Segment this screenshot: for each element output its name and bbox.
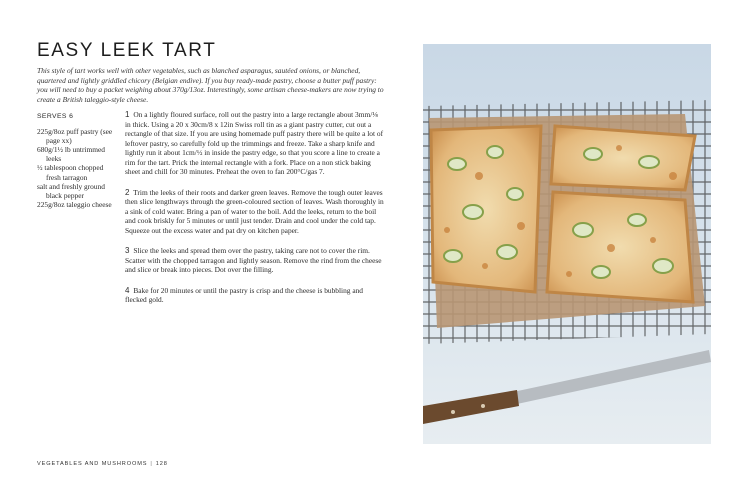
step-number: 4 <box>125 285 130 295</box>
ingredient-item: ½ tablespoon chopped fresh tarragon <box>37 163 104 182</box>
serves-label: SERVES 6 <box>37 113 74 120</box>
step-number: 3 <box>125 246 130 255</box>
footer-separator: | <box>150 461 153 467</box>
step-text: Slice the leeks and spread them over the pastry, taking care not to cover the rim. Scatter with the chopped tarragon and lightly season. Remove the rind from the cheese and slice or break into pieces. Dot over the filling. <box>125 246 382 274</box>
step-text: Bake for 20 minutes or until the pastry is crisp and the cheese is bubbling and flecked gold. <box>125 285 363 304</box>
tart-slices <box>431 126 695 302</box>
footer-section: VEGETABLES AND MUSHROOMS <box>37 461 148 467</box>
method-step <box>125 110 385 177</box>
method-step <box>125 286 385 305</box>
recipe-intro: This style of tart works well with other vegetables, such as blanched asparagus, sautéed onions, or blanched, quartered and lightly griddled chicory (Belgian endive). If you buy ready-made pastry, choose a butter puff pastry: you will need to buy a packet weighing about 370g/13oz. Interestingly, some artisan cheese-makers are now trying to create a British taleggio-style cheese. <box>37 66 384 104</box>
recipe-title: EASY LEEK TART <box>37 40 217 61</box>
ingredient-item: 680g/1½ lb untrimmed leeks <box>37 145 105 164</box>
method-step <box>125 188 385 236</box>
ingredient-item: salt and freshly ground black pepper <box>37 181 105 200</box>
page-footer <box>37 461 168 467</box>
step-number: 1 <box>125 110 130 119</box>
step-number: 2 <box>125 187 130 197</box>
step-text: On a lightly floured surface, roll out the pastry into a large rectangle about 3mm/⅛ in thick. Using a 20 x 30cm/8 x 12in Swiss roll tin as a giant pastry cutter, cut out a rectangle of that size. If you are using homemade puff pastry there will be quite a lot of leftover pastry, so carefully fold up the trimmings and freeze. Take a sharp knife and lightly run it about 1cm/½ in inside the pastry edge, so that you score a line to create a rim for the tart. Prick the internal rectangle with a fork. Place on a non stick baking sheet and chill for 30 minutes. Preheat the oven to fan 200°C/gas 7. <box>125 110 384 176</box>
ingredients-list <box>37 112 119 209</box>
tart-illustration <box>423 44 711 444</box>
leek-tart-photo <box>423 44 711 444</box>
ingredient-item: 225g/8oz taleggio cheese <box>37 199 112 209</box>
step-text: Trim the leeks of their roots and darker green leaves. Remove the tough outer leaves then slice lengthways through the green-coloured section of leaves. Wash thoroughly in a sink of cold water. Bring a pan of water to the boil. Add the leeks, return to the boil and cook briskly for 5 minutes or until just tender. Drain and cool under the cold tap. Squeeze out the excess water and pat dry on kitchen paper. <box>125 187 384 235</box>
method-step <box>125 246 385 275</box>
method-steps <box>125 110 385 316</box>
ingredient-item: 225g/8oz puff pastry (see page xx) <box>37 127 113 146</box>
page-number: 128 <box>155 461 168 467</box>
